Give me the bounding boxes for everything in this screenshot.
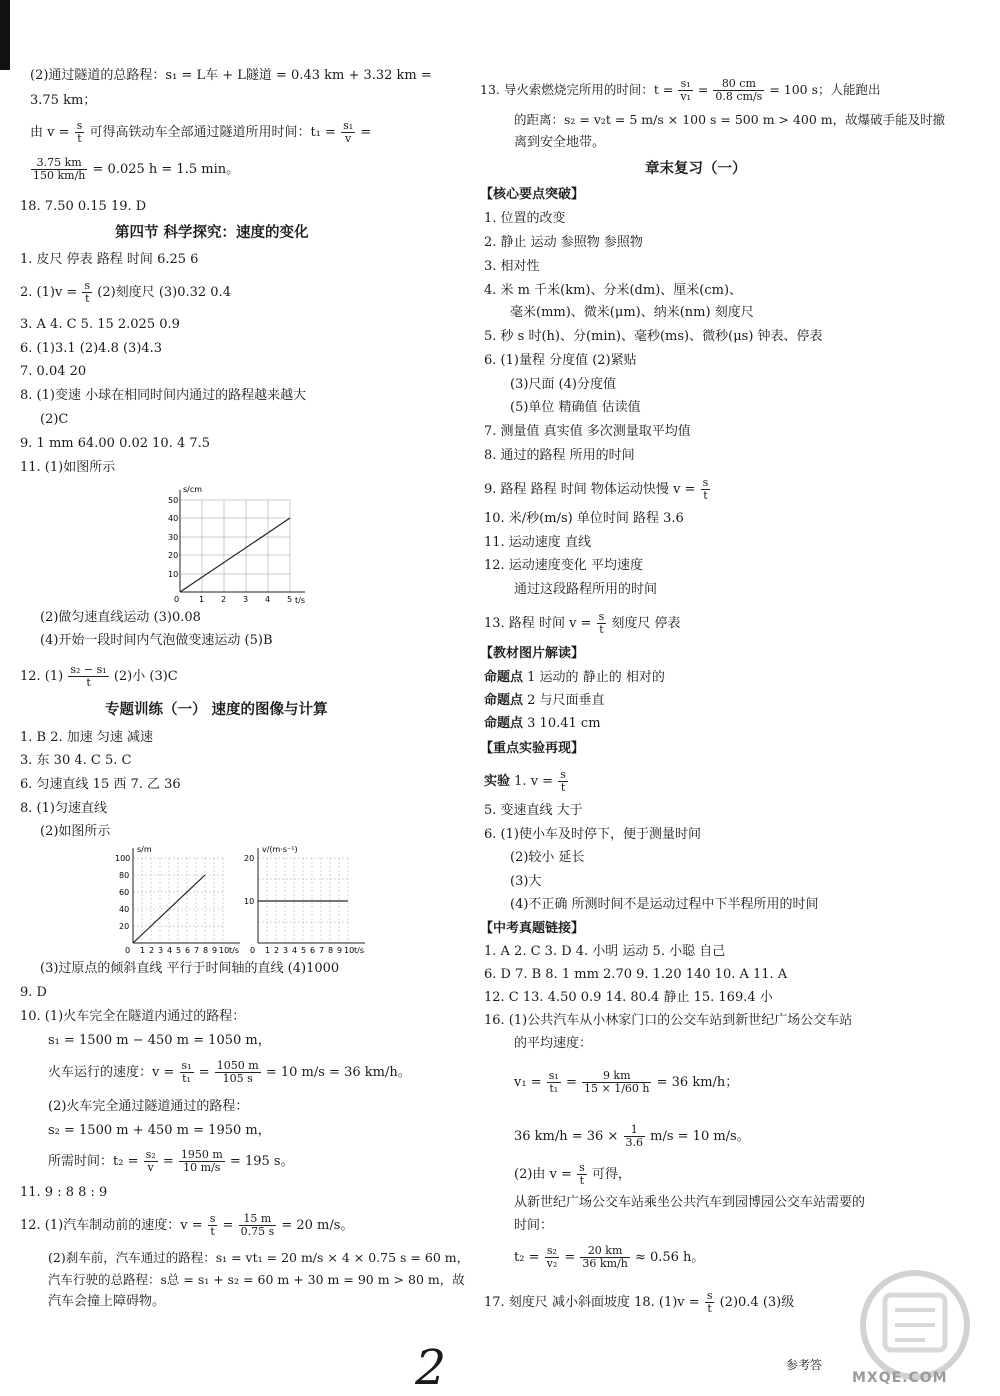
y-tick: 10 xyxy=(244,897,255,906)
text-line: 10. (1)火车完全在隧道内通过的路程： xyxy=(20,1009,246,1024)
y-tick: 40 xyxy=(119,905,130,914)
watermark-logo-icon xyxy=(845,1265,985,1385)
text-line: 13. 导火索燃烧完所用的时间：t = $\frac{\text{s₁}}{\text{v₁}}$ = $\frac{80 cm}{0.8 cm/s}$ = 100 s；人能跑出 xyxy=(480,77,881,103)
x-tick: 7 xyxy=(319,946,325,955)
x-tick: 5 xyxy=(176,946,182,955)
text-line: (2)如图所示 xyxy=(40,824,111,839)
text-line: 火车运行的速度：v = $\frac{\text{s₁}}{\text{t₁}}$ = $\frac{1050 m}{105 s}$ = 10 m/s = 36 km/h。 xyxy=(48,1059,411,1085)
text-line: (4)不正确 所测时间不是运动过程中下半程所用的时间 xyxy=(510,897,819,912)
text-line: 12. (1) $\frac{\text{s₂ − s₁}}{t}$ (2)小 (3)C xyxy=(20,663,178,689)
x-tick: 3 xyxy=(243,595,249,604)
x-tick: 4 xyxy=(265,595,271,604)
text-line: 9. D xyxy=(20,985,47,1000)
text-line: 2. (1)v = $\frac{s}{t}$ (2)刻度尺 (3)0.32 0.4 xyxy=(20,279,231,305)
graph-v-t-uniform xyxy=(240,843,380,955)
x-tick: 6 xyxy=(185,946,191,955)
text-line: (2)通过隧道的总路程：s₁ = L车 + L隧道 = 0.43 km + 3.32 km = xyxy=(30,68,432,83)
text-line: 18. 7.50 0.15 19. D xyxy=(20,199,147,214)
text-line: 1. 皮尺 停表 路程 时间 6.25 6 xyxy=(20,252,199,267)
x-tick: 9 xyxy=(212,946,218,955)
section-tag: 【中考真题链接】 xyxy=(480,921,585,936)
text-line: 13. 路程 时间 v = $\frac{s}{t}$ 刻度尺 停表 xyxy=(484,610,681,636)
text-line: 6. (1)量程 分度值 (2)紧贴 xyxy=(484,353,637,368)
text-line: 所需时间：t₂ = $\frac{\text{s₂}}{v}$ = $\frac{1950 m}{10 m/s}$ = 195 s。 xyxy=(48,1148,294,1174)
section-tag: 【重点实验再现】 xyxy=(480,741,585,756)
text-line: 8. 通过的路程 所用的时间 xyxy=(484,448,635,463)
text-line: 12. (1)汽车制动前的速度：v = $\frac{s}{t}$ = $\frac{15 m}{0.75 s}$ = 20 m/s。 xyxy=(20,1212,354,1238)
page-number: 2 xyxy=(409,1340,452,1396)
x-tick: 2 xyxy=(274,946,280,955)
y-tick: 60 xyxy=(119,888,130,897)
section-heading: 章末复习（一） xyxy=(645,161,747,177)
text-line: $\frac{3.75 km}{150 km/h}$ = 0.025 h = 1.5 min。 xyxy=(33,156,240,182)
x-tick: 9 xyxy=(337,946,343,955)
text-line: 10. 米/秒(m/s) 单位时间 路程 3.6 xyxy=(484,511,684,526)
text-line: (4)开始一段时间内气泡做变速运动 (5)B xyxy=(40,633,273,648)
text-line: v₁ = $\frac{\text{s₁}}{\text{t₁}}$ = $\frac{9 km}{15 \times 1/60 h}$ = 36 km/h； xyxy=(514,1069,739,1095)
x-tick: 4 xyxy=(167,946,173,955)
x-tick: 4 xyxy=(292,946,298,955)
x-tick: 7 xyxy=(194,946,200,955)
x-tick: 1 xyxy=(140,946,146,955)
x-tick: 2 xyxy=(221,595,227,604)
section-heading: 第四节 科学探究：速度的变化 xyxy=(115,225,309,241)
text-line: 3. A 4. C 5. 15 2.025 0.9 xyxy=(20,317,180,332)
y-tick: 30 xyxy=(168,533,179,542)
y-axis-label: v/(m·s⁻¹) xyxy=(262,845,298,854)
section-heading: 专题训练（一） 速度的图像与计算 xyxy=(105,702,328,718)
text-line: s₂ = 1500 m + 450 m = 1950 m， xyxy=(48,1123,271,1138)
y-tick: 40 xyxy=(168,514,179,523)
text-line: 5. 变速直线 大于 xyxy=(484,803,583,818)
footer-reference-label: 参考答 xyxy=(786,1358,823,1372)
text-line: 12. 运动速度变化 平均速度 xyxy=(484,558,643,573)
y-tick: 10 xyxy=(168,570,179,579)
text-line: 6. 匀速直线 15 西 7. 乙 36 xyxy=(20,777,181,792)
x-tick: 8 xyxy=(328,946,334,955)
x-tick: 0 xyxy=(250,946,256,955)
text-line: s₁ = 1500 m − 450 m = 1050 m， xyxy=(48,1033,271,1048)
text-line: 5. 秒 s 时(h)、分(min)、毫秒(ms)、微秒(μs) 钟表、停表 xyxy=(484,329,823,344)
text-line: 实验 1. v = $\frac{s}{t}$ xyxy=(484,768,566,794)
text-line: (2)火车完全通过隧道通过的路程： xyxy=(48,1099,249,1114)
page-edge-bar xyxy=(0,0,10,70)
text-line: 命题点 3 10.41 cm xyxy=(484,716,601,731)
x-axis-label: t/s xyxy=(354,946,364,955)
text-line: 的距离：s₂ = v₂t = 5 m/s × 100 s = 500 m > 400 m，故爆破手能及时撤 xyxy=(514,112,946,127)
text-line: 11. (1)如图所示 xyxy=(20,460,116,475)
y-tick: 100 xyxy=(115,854,131,863)
x-tick: 5 xyxy=(301,946,307,955)
text-line: 4. 米 m 千米(km)、分米(dm)、厘米(cm)、 xyxy=(484,283,743,298)
text-line: 17. 刻度尺 减小斜面坡度 18. (1)v = $\frac{s}{t}$ (2)0.4 (3)级 xyxy=(484,1289,795,1315)
text-line: (2)C xyxy=(40,412,69,427)
text-line: 12. C 13. 4.50 0.9 14. 80.4 静止 15. 169.4 小 xyxy=(484,990,773,1005)
text-line: 2. 静止 运动 参照物 参照物 xyxy=(484,235,643,250)
text-line: (2)由 v = $\frac{s}{t}$ 可得， xyxy=(514,1161,631,1187)
x-tick: 10 xyxy=(219,946,230,955)
text-line: 7. 0.04 20 xyxy=(20,364,87,379)
text-line: 36 km/h = 36 × $\frac{1}{3.6}$ m/s = 10 m/s。 xyxy=(514,1123,750,1149)
text-line: (5)单位 精确值 估读值 xyxy=(510,400,641,415)
y-tick: 20 xyxy=(119,922,130,931)
text-line: 8. (1)匀速直线 xyxy=(20,801,107,816)
y-tick: 50 xyxy=(168,496,179,505)
text-line: 16. (1)公共汽车从小林家门口的公交车站到新世纪广场公交车站 xyxy=(484,1013,853,1028)
text-line: 3.75 km； xyxy=(30,93,97,108)
text-line: 由 v = $\frac{s}{t}$ 可得高铁动车全部通过隧道所用时间：t₁ = $\frac{\text{s₁}}{v}$ = xyxy=(30,119,372,145)
text-line: (3)大 xyxy=(510,874,542,889)
x-tick: 10 xyxy=(344,946,355,955)
text-line: 1. A 2. C 3. D 4. 小明 运动 5. 小聪 自己 xyxy=(484,944,726,959)
text-line: 离到安全地带。 xyxy=(514,135,606,150)
text-line: 汽车行驶的总路程：s总 = s₁ + s₂ = 60 m + 30 m = 90 m > 80 m，故 xyxy=(48,1272,465,1287)
x-axis-label: t/s xyxy=(295,596,305,604)
text-line: (2)刹车前，汽车通过的路程：s₁ = vt₁ = 20 m/s × 4 × 0.75 s = 60 m， xyxy=(48,1250,470,1265)
x-tick: 2 xyxy=(149,946,155,955)
text-line: 从新世纪广场公交车站乘坐公共汽车到园博园公交车站需要的 xyxy=(514,1195,866,1210)
text-line: 3. 东 30 4. C 5. C xyxy=(20,753,132,768)
x-tick: 1 xyxy=(199,595,205,604)
watermark-text: MXQE.COM xyxy=(852,1370,948,1386)
x-tick: 3 xyxy=(283,946,289,955)
x-tick: 0 xyxy=(125,946,131,955)
y-axis-label: s/m xyxy=(137,845,152,854)
x-axis-label: t/s xyxy=(229,946,239,955)
text-line: 通过这段路程所用的时间 xyxy=(514,582,658,597)
text-line: 11. 运动速度 直线 xyxy=(484,535,591,550)
text-line: 7. 测量值 真实值 多次测量取平均值 xyxy=(484,424,691,439)
section-tag: 【教材图片解读】 xyxy=(480,646,585,661)
text-line: 6. D 7. B 8. 1 mm 2.70 9. 1.20 140 10. A 11. A xyxy=(484,967,788,982)
x-tick: 0 xyxy=(174,595,180,604)
x-tick: 3 xyxy=(158,946,164,955)
text-line: 3. 相对性 xyxy=(484,259,540,274)
text-line: 6. (1)使小车及时停下，便于测量时间 xyxy=(484,827,701,842)
text-line: 命题点 1 运动的 静止的 相对的 xyxy=(484,670,665,685)
text-line: 11. 9 : 8 8 : 9 xyxy=(20,1185,108,1200)
text-line: 8. (1)变速 小球在相同时间内通过的路程越来越大 xyxy=(20,388,307,403)
x-tick: 1 xyxy=(265,946,271,955)
text-line: 毫米(mm)、微米(μm)、纳米(nm) 刻度尺 xyxy=(510,305,754,320)
y-tick: 20 xyxy=(244,854,255,863)
text-line: 汽车会撞上障碍物。 xyxy=(48,1294,166,1309)
text-line: 命题点 2 与尺面垂直 xyxy=(484,693,605,708)
text-line: 1. B 2. 加速 匀速 减速 xyxy=(20,730,154,745)
text-line: (2)做匀速直线运动 (3)0.08 xyxy=(40,610,201,625)
text-line: 6. (1)3.1 (2)4.8 (3)4.3 xyxy=(20,341,163,356)
graph-s-t-bubble xyxy=(165,482,345,604)
text-line: (3)过原点的倾斜直线 平行于时间轴的直线 (4)1000 xyxy=(40,961,340,976)
x-tick: 6 xyxy=(310,946,316,955)
text-line: 1. 位置的改变 xyxy=(484,211,566,226)
x-tick: 8 xyxy=(203,946,209,955)
y-tick: 20 xyxy=(168,551,179,560)
text-line: 时间： xyxy=(514,1218,554,1233)
text-line: 9. 路程 路程 时间 物体运动快慢 v = $\frac{s}{t}$ xyxy=(484,476,709,502)
text-line: t₂ = $\frac{\text{s₂}}{\text{v₂}}$ = $\frac{20 km}{36 km/h}$ ≈ 0.56 h。 xyxy=(514,1244,705,1270)
text-line: (3)尺面 (4)分度值 xyxy=(510,377,616,392)
y-tick: 80 xyxy=(119,871,130,880)
section-tag: 【核心要点突破】 xyxy=(480,187,585,202)
y-axis-label: s/cm xyxy=(183,485,203,494)
text-line: 的平均速度： xyxy=(514,1036,593,1051)
text-line: 9. 1 mm 64.00 0.02 10. 4 7.5 xyxy=(20,436,211,451)
text-line: (2)较小 延长 xyxy=(510,850,585,865)
graph-s-t-uniform xyxy=(115,843,255,955)
x-tick: 5 xyxy=(287,595,293,604)
